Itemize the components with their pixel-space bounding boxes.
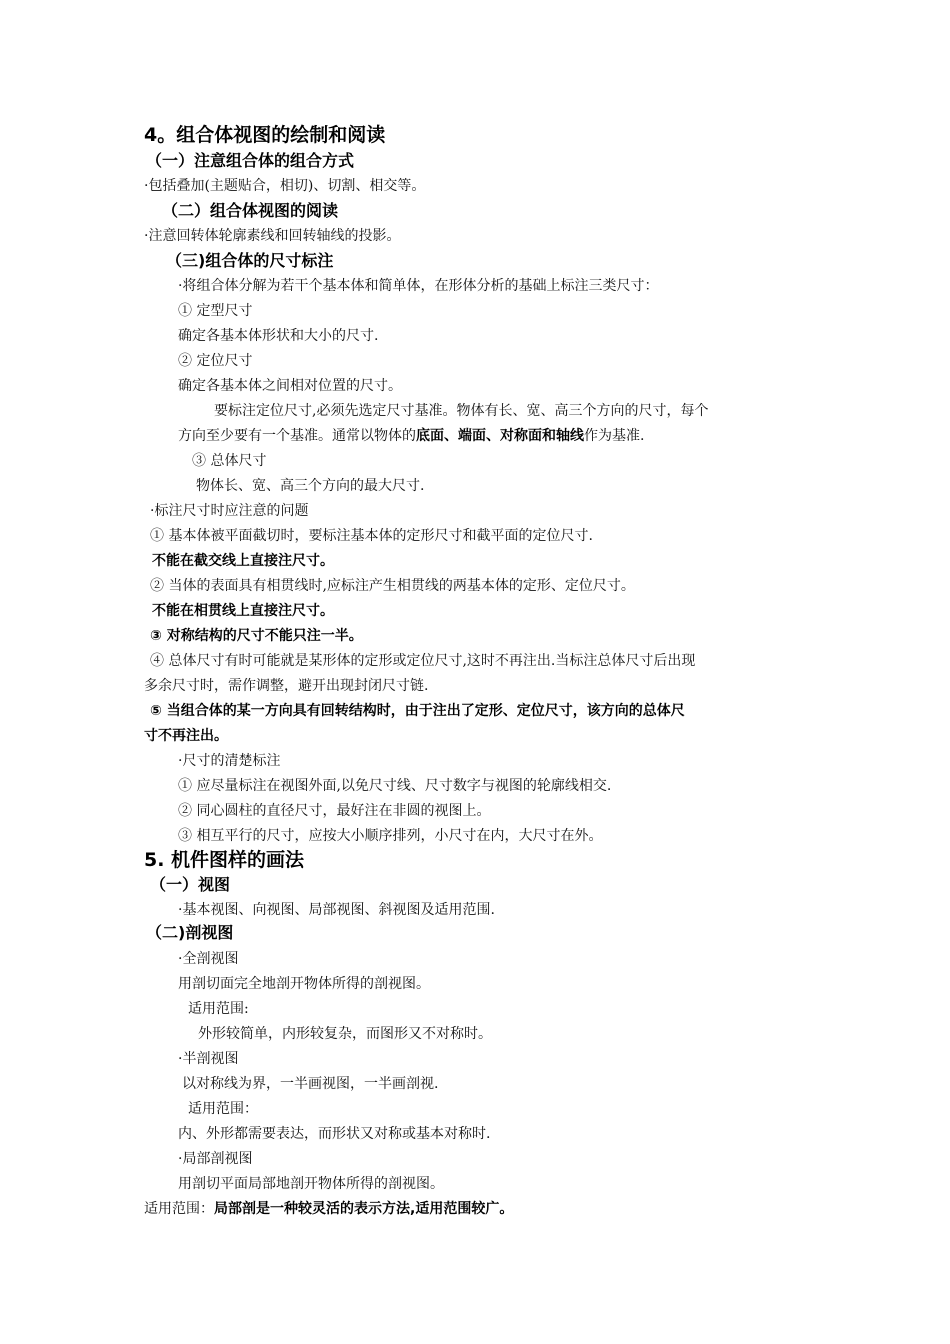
section-5-1-heading: （一）视图: [150, 875, 231, 894]
section-4-1-heading: （一）注意组合体的组合方式: [146, 151, 355, 170]
dim-type-3-title: ③ 总体尺寸: [192, 453, 267, 469]
note-2: ② 当体的表面具有相贯线时,应标注产生相贯线的两基本体的定形、定位尺寸。: [150, 578, 635, 594]
dim-datum-note-emphasis: 底面、端面、对称面和轴线: [416, 428, 584, 444]
clear-dim-rule-2: ② 同心圆柱的直径尺寸，最好注在非圆的视图上。: [178, 803, 491, 819]
section-4-2-text: ·注意回转体轮廓素线和回转轴线的投影。: [144, 228, 401, 244]
clear-dim-title: ·尺寸的清楚标注: [178, 753, 281, 769]
full-section-title: ·全剖视图: [178, 951, 239, 967]
local-section-scope-bold: 局部剖是一种较灵活的表示方法,适用范围较广。: [214, 1201, 514, 1217]
dim-type-1-text: 确定各基本体形状和大小的尺寸.: [178, 328, 379, 344]
dim-datum-note-suffix: 作为基准.: [584, 428, 645, 444]
dim-datum-note-line-2: [178, 426, 644, 446]
local-section-title: ·局部剖视图: [178, 1151, 253, 1167]
half-section-scope-text: 内、外形都需要表达，而形状又对称或基本对称时.: [178, 1126, 491, 1142]
full-section-scope-label: 适用范围:: [188, 1001, 249, 1017]
dim-type-1-title: ① 定型尺寸: [178, 303, 253, 319]
note-4-line-1: ④ 总体尺寸有时可能就是某形体的定形或定位尺寸,这时不再注出.当标注总体尺寸后出现: [150, 653, 696, 669]
full-section-text: 用剖切面完全地剖开物体所得的剖视图。: [178, 976, 430, 992]
section-5-1-text: ·基本视图、向视图、局部视图、斜视图及适用范围.: [178, 902, 495, 918]
section-4-2-heading: （二）组合体视图的阅读: [162, 201, 339, 220]
dim-type-2-text: 确定各基本体之间相对位置的尺寸。: [178, 378, 402, 394]
notes-title: ·标注尺寸时应注意的问题: [150, 503, 309, 519]
local-section-text: 用剖切平面局部地剖开物体所得的剖视图。: [178, 1176, 444, 1192]
half-section-text: 以对称线为界，一半画视图，一半画剖视.: [182, 1076, 439, 1092]
note-2-bold: 不能在相贯线上直接注尺寸。: [152, 603, 334, 619]
section-5-2-heading: （二)剖视图: [146, 923, 234, 942]
full-section-scope-text: 外形较简单，内形较复杂，而图形又不对称时。: [198, 1026, 492, 1042]
note-5-line-1: ⑤ 当组合体的某一方向具有回转结构时，由于注出了定形、定位尺寸，该方向的总体尺: [150, 703, 685, 719]
half-section-scope-label: 适用范围：: [188, 1101, 258, 1117]
note-1-bold: 不能在截交线上直接注尺寸。: [152, 553, 334, 569]
local-section-scope-label: 适用范围：: [144, 1201, 214, 1217]
local-section-scope: [144, 1199, 513, 1219]
section-4-3-intro: ·将组合体分解为若干个基本体和简单体，在形体分析的基础上标注三类尺寸：: [178, 278, 659, 294]
section-4-1-text: ·包括叠加(主题贴合，相切)、切割、相交等。: [144, 178, 426, 194]
dim-datum-note-prefix: 方向至少要有一个基准。通常以物体的: [178, 428, 416, 444]
dim-datum-note-line-1: 要标注定位尺寸,必须先选定尺寸基准。物体有长、宽、高三个方向的尺寸，每个: [214, 403, 709, 419]
section-4-title: 4。组合体视图的绘制和阅读: [144, 124, 386, 146]
note-1: ① 基本体被平面截切时，要标注基本体的定形尺寸和截平面的定位尺寸.: [150, 528, 593, 544]
clear-dim-rule-1: ① 应尽量标注在视图外面,以免尺寸线、尺寸数字与视图的轮廓线相交.: [178, 778, 612, 794]
section-5-title: 5. 机件图样的画法: [144, 849, 305, 871]
dim-type-3-text: 物体长、宽、高三个方向的最大尺寸.: [196, 478, 425, 494]
note-5-line-2: 寸不再注出。: [144, 728, 228, 744]
note-3: ③ 对称结构的尺寸不能只注一半。: [150, 628, 363, 644]
dim-type-2-title: ② 定位尺寸: [178, 353, 253, 369]
half-section-title: ·半剖视图: [178, 1051, 239, 1067]
section-4-3-heading: （三)组合体的尺寸标注: [166, 251, 334, 270]
note-4-line-2: 多余尺寸时，需作调整，避开出现封闭尺寸链.: [144, 678, 429, 694]
clear-dim-rule-3: ③ 相互平行的尺寸，应按大小顺序排列，小尺寸在内，大尺寸在外。: [178, 828, 603, 844]
